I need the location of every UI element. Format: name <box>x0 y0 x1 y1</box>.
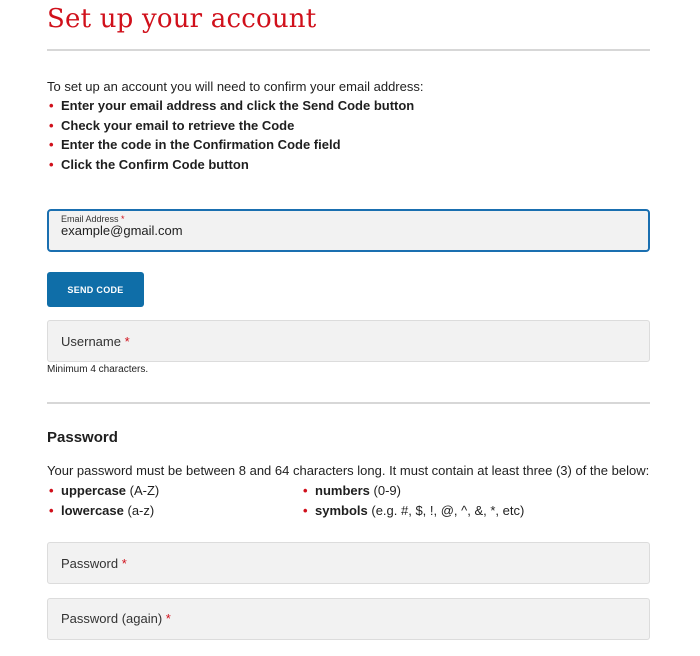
page-title: Set up your account <box>47 4 317 34</box>
requirement-term: numbers <box>315 483 370 498</box>
password-again-field-label: Password (again) * <box>61 611 171 626</box>
instruction-step <box>47 98 414 118</box>
required-marker: * <box>121 556 127 571</box>
instruction-step-text: Check your email to retrieve the Code <box>61 117 295 133</box>
requirement-term: uppercase <box>61 483 127 498</box>
requirement-detail: (a-z) <box>123 502 155 518</box>
instruction-step-text: Click the Confirm Code button <box>61 157 249 173</box>
password-requirements-list-right <box>301 483 524 522</box>
bullet-icon: • <box>303 483 308 498</box>
bullet-icon: • <box>49 157 54 173</box>
bullet-icon: • <box>49 98 54 113</box>
password-requirements-list-left <box>47 483 159 522</box>
email-field[interactable] <box>47 209 650 252</box>
password-requirement <box>47 483 159 503</box>
instruction-steps-list <box>47 98 414 177</box>
instruction-step-text: Enter the code in the Confirmation Code field <box>61 137 341 153</box>
bullet-icon: • <box>49 137 54 153</box>
intro-text: To set up an account you will need to confirm your email address: <box>47 79 424 94</box>
bullet-icon: • <box>303 502 308 518</box>
password-again-field[interactable] <box>47 598 650 640</box>
required-marker: * <box>165 611 171 626</box>
password-section-title: Password <box>47 429 118 446</box>
bullet-icon: • <box>49 117 54 133</box>
username-field[interactable] <box>47 320 650 362</box>
instruction-step <box>47 118 414 138</box>
username-field-label: Username * <box>61 334 130 349</box>
email-field-label: Email Address * <box>61 214 125 224</box>
requirement-detail: (A-Z) <box>126 483 160 498</box>
password-requirement <box>301 503 524 523</box>
instruction-step <box>47 137 414 157</box>
bullet-icon: • <box>49 502 54 518</box>
password-field-label: Password * <box>61 556 127 571</box>
requirement-term: lowercase <box>61 502 124 518</box>
requirement-term: symbols <box>315 502 368 518</box>
bullet-icon: • <box>49 483 54 498</box>
password-requirement <box>47 503 159 523</box>
required-marker: * <box>124 334 130 349</box>
required-marker: * <box>121 214 125 224</box>
title-divider <box>47 49 650 51</box>
email-field-value[interactable]: example@gmail.com <box>61 223 183 238</box>
password-requirement <box>301 483 524 503</box>
instruction-step <box>47 157 414 177</box>
requirement-detail: (e.g. #, $, !, @, ^, &, *, etc) <box>367 502 525 518</box>
password-field[interactable] <box>47 542 650 584</box>
username-hint: Minimum 4 characters. <box>47 364 149 375</box>
section-divider <box>47 402 650 404</box>
send-code-button[interactable]: SEND CODE <box>47 272 144 307</box>
password-requirements-text: Your password must be between 8 and 64 characters long. It must contain at least three (3) of the below: <box>47 463 650 478</box>
instruction-step-text: Enter your email address and click the Send Code button <box>61 98 415 113</box>
requirement-detail: (0-9) <box>369 483 401 498</box>
